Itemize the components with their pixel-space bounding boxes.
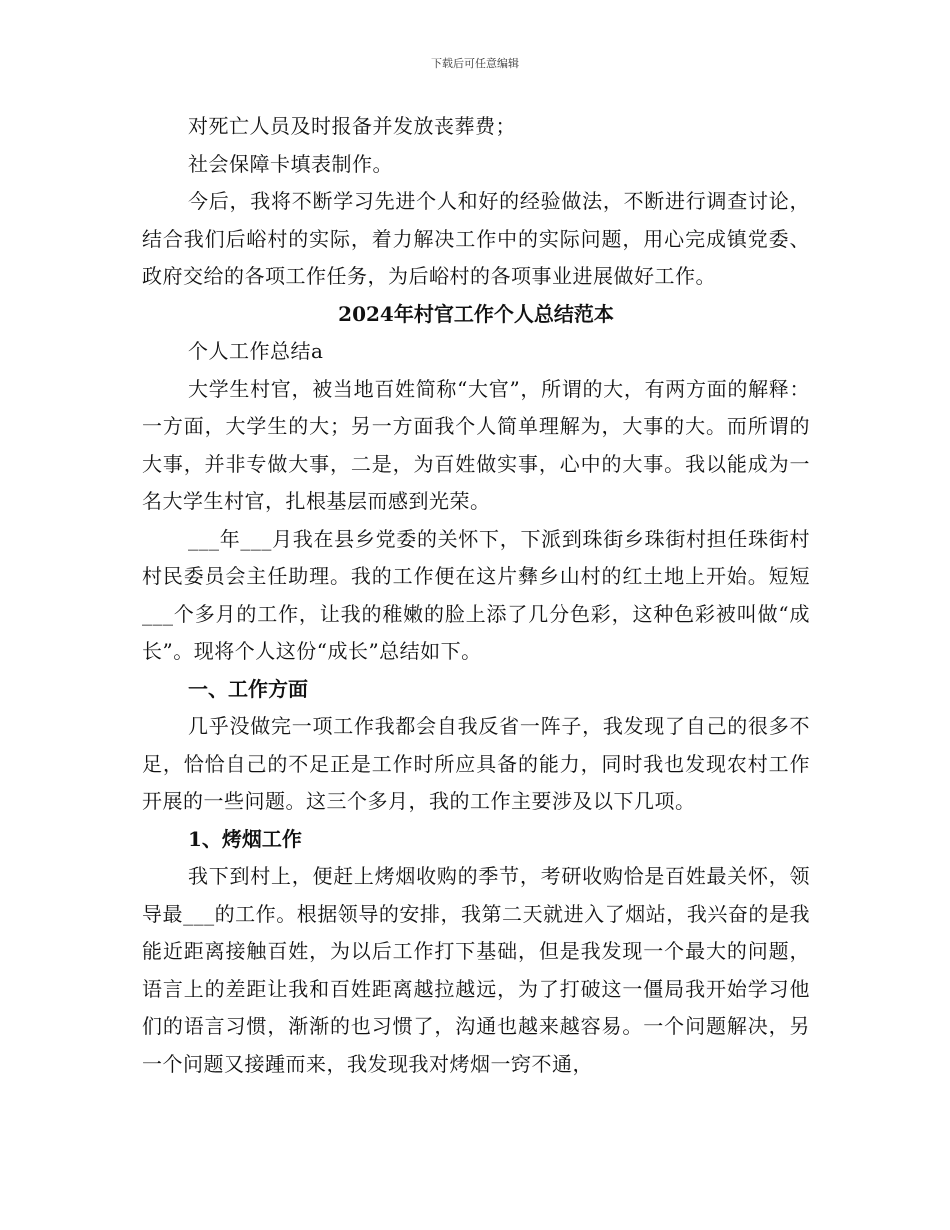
section-paragraph: 几乎没做完一项工作我都会自我反省一阵子，我发现了自己的很多不足，恰恰自己的不足正是工作时所应具备的能力，同时我也发现农村工作开展的一些问题。这三个多月，我的工作主要涉及以下几项。 <box>142 714 810 813</box>
section-heading: 一、工作方面 <box>188 676 308 701</box>
body-paragraph: ___年___月我在县乡党委的关怀下，下派到珠街乡珠街村担任珠街村村民委员会主任助理。我的工作便在这片彝乡山村的红土地上开始。短短___个多月的工作，让我的稚嫩的脸上添了几分色彩，这种色彩被叫做“成长”。现将个人这份“成长”总结如下。 <box>142 526 810 663</box>
document-body <box>142 108 810 1083</box>
body-paragraph: 大学生村官，被当地百姓简称“大官”，所谓的大，有两方面的解释：一方面，大学生的大；另一方面我个人简单理解为，大事的大。而所谓的大事，并非专做大事，二是，为百姓做实事，心中的大事。我以能成为一名大学生村官，扎根基层而感到光荣。 <box>142 376 810 513</box>
document-subtitle: 个人工作总结a <box>188 339 324 363</box>
subsection-heading: 1、烤烟工作 <box>188 826 302 851</box>
intro-paragraph: 对死亡人员及时报备并发放丧葬费； <box>188 114 516 138</box>
intro-paragraph: 社会保障卡填表制作。 <box>188 151 393 176</box>
intro-paragraph: 今后，我将不断学习先进个人和好的经验做法，不断进行调查讨论，结合我们后峪村的实际，着力解决工作中的实际问题，用心完成镇党委、政府交给的各项工作任务，为后峪村的各项事业进展做好工作。 <box>142 189 810 288</box>
header-note: 下载后可任意编辑 <box>431 57 519 70</box>
subsection-paragraph: 我下到村上，便赶上烤烟收购的季节，考研收购恰是百姓最关怀，领导最___的工作。根据领导的安排，我第二天就进入了烟站，我兴奋的是我能近距离接触百姓，为以后工作打下基础，但是我发现一个最大的问题，语言上的差距让我和百姓距离越拉越远，为了打破这一僵局我开始学习他们的语言习惯，渐渐的也习惯了，沟通也越来越容易。一个问题解决，另一个问题又接踵而来，我发现我对烤烟一窍不通， <box>142 864 810 1076</box>
document-title: 2024年村官工作个人总结范本 <box>338 301 614 326</box>
